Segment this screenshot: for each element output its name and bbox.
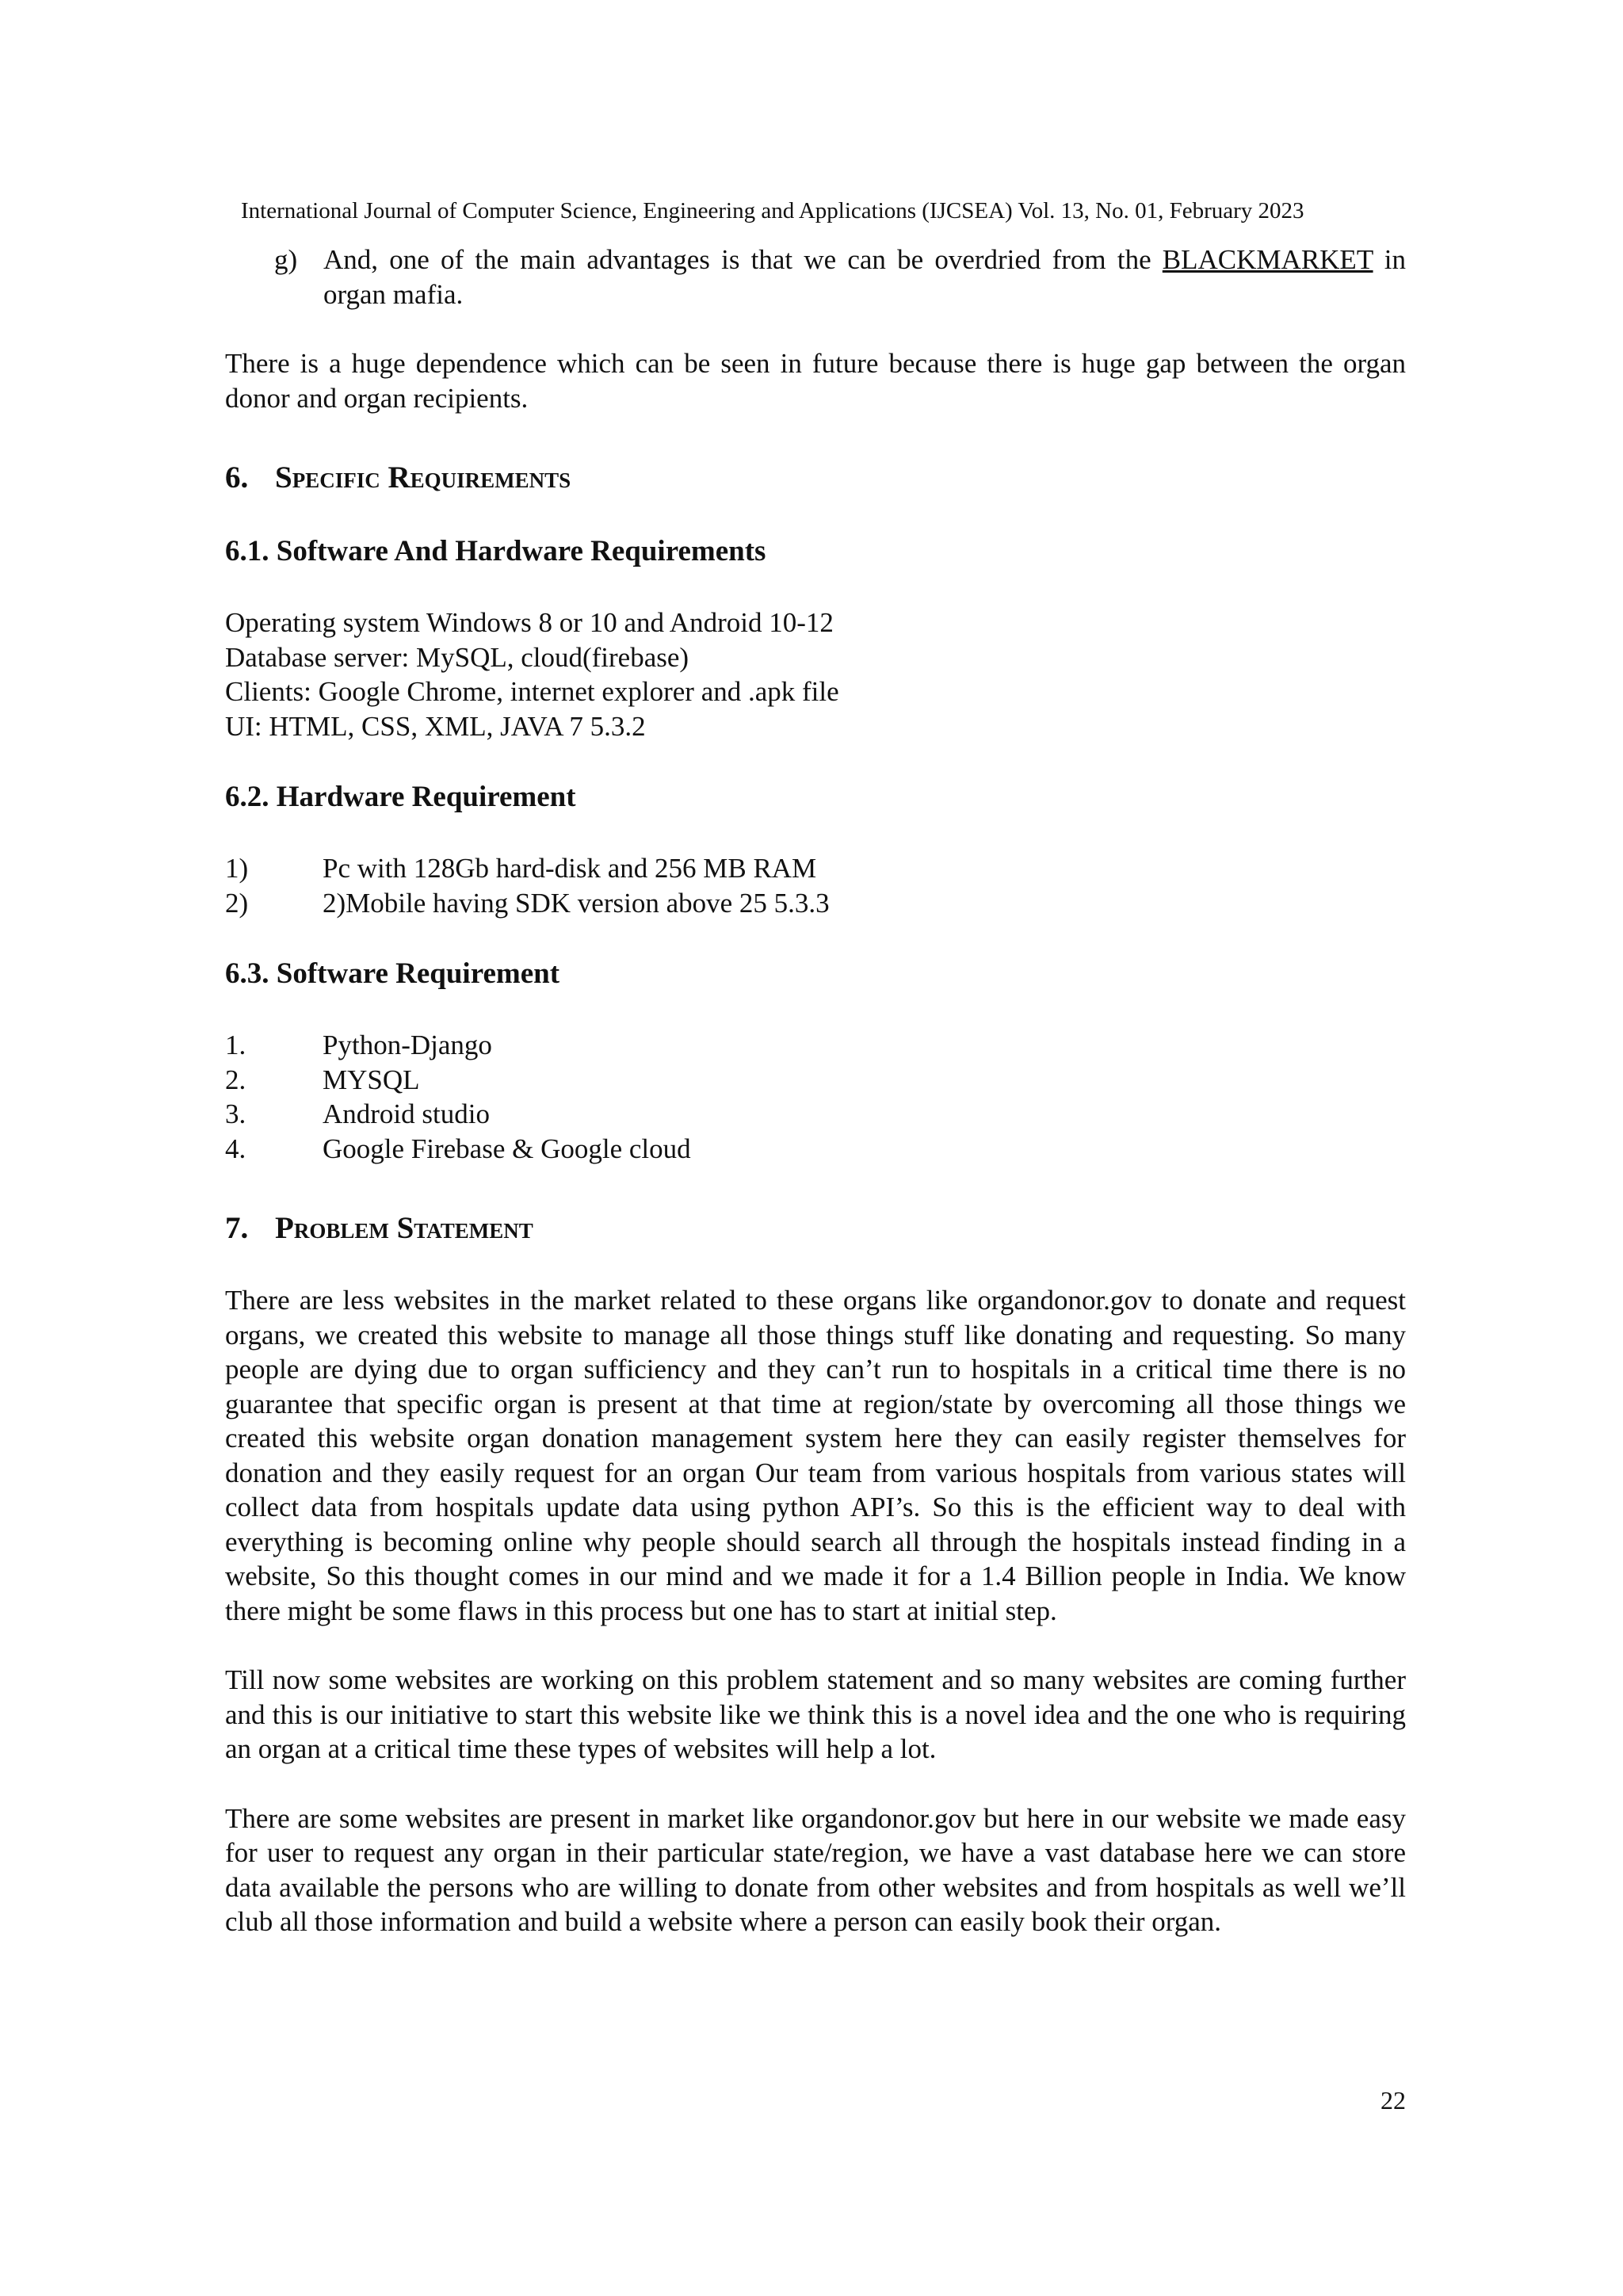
list-text: Google Firebase & Google cloud bbox=[323, 1133, 691, 1164]
list-number: 2) bbox=[225, 887, 249, 919]
list-number: 2. bbox=[225, 1064, 246, 1095]
section-number: 7. bbox=[225, 1211, 249, 1245]
list-text: Pc with 128Gb hard-disk and 256 MB RAM bbox=[323, 853, 817, 884]
list-number: 1) bbox=[225, 853, 249, 884]
subsection-heading-6-1: 6.1. Software And Hardware Requirements bbox=[225, 535, 766, 567]
requirement-line: Operating system Windows 8 or 10 and Android 10-12 bbox=[225, 607, 834, 638]
subsection-heading-6-3: 6.3. Software Requirement bbox=[225, 957, 560, 990]
list-item-text-before: And, one of the main advantages is that we can be overdried from the bbox=[323, 244, 1163, 275]
list-item bbox=[225, 1097, 1406, 1132]
list-text: 2)Mobile having SDK version above 25 5.3.3 bbox=[323, 887, 830, 919]
list-item bbox=[225, 1063, 1406, 1098]
list-number: 1. bbox=[225, 1030, 246, 1060]
requirements-lines bbox=[225, 606, 1406, 743]
software-list bbox=[225, 1028, 1406, 1166]
list-item bbox=[225, 1028, 1406, 1063]
page-content bbox=[225, 243, 1406, 1939]
running-header: International Journal of Computer Science, Engineering and Applications (IJCSEA) Vol. 13, No. 01, February 2023 bbox=[241, 198, 1304, 223]
requirement-line: Clients: Google Chrome, internet explorer and .apk file bbox=[225, 676, 839, 707]
list-item bbox=[225, 1132, 1406, 1167]
list-item-text bbox=[323, 243, 1406, 311]
requirement-line: UI: HTML, CSS, XML, JAVA 7 5.3.2 bbox=[225, 710, 646, 742]
list-item bbox=[225, 851, 1406, 886]
hardware-list bbox=[225, 851, 1406, 920]
list-text: MYSQL bbox=[323, 1064, 420, 1095]
list-item-text-after: in organ mafia. bbox=[323, 244, 1406, 310]
list-number: 3. bbox=[225, 1098, 246, 1129]
section-number: 6. bbox=[225, 460, 249, 495]
list-marker: g) bbox=[274, 244, 298, 275]
requirement-line: Database server: MySQL, cloud(firebase) bbox=[225, 641, 689, 673]
body-paragraph: There are some websites are present in market like organdonor.gov but here in our website we made easy for user to request any organ in their particular state/region, we have a vast database here we can store data available the persons who are willing to donate from other websites and from hospitals as well we’ll club all those information and build a website where a person can easily book their organ. bbox=[225, 1802, 1406, 1937]
list-text: Android studio bbox=[323, 1098, 490, 1129]
body-paragraph: There are less websites in the market related to these organs like organdonor.gov to donate and request organs, we created this website to manage all those things stuff like donating and requesting. So many people are dying due to organ sufficiency and they can’t run to hospitals in a critical time there is no guarantee that specific organ is present at that time at region/state by overcoming all those things we created this website organ donation management system here they can easily register themselves for donation and they easily request for an organ Our team from various hospitals from various states will collect data from hospitals update data using python API’s. So this is the efficient way to deal with everything is becoming online why people should search all through the hospitals instead finding in a website, So this thought comes in our mind and we made it for a 1.4 Billion people in India. We know there might be some flaws in this process but one has to start at initial step. bbox=[225, 1285, 1406, 1626]
body-paragraph: Till now some websites are working on this problem statement and so many websites are coming further and this is our initiative to start this website like we think this is a novel idea and the one who is requiring an organ at a critical time these types of websites will help a lot. bbox=[225, 1664, 1406, 1764]
section-title: Specific Requirements bbox=[275, 460, 571, 495]
intro-paragraph: There is a huge dependence which can be seen in future because there is huge gap between the organ donor and organ recipients. bbox=[225, 348, 1406, 414]
list-number: 4. bbox=[225, 1133, 246, 1164]
subsection-heading-6-2: 6.2. Hardware Requirement bbox=[225, 781, 576, 813]
underlined-term: BLACKMARKET bbox=[1162, 244, 1373, 275]
section-heading-6 bbox=[225, 458, 1406, 498]
section-title: Problem Statement bbox=[275, 1211, 533, 1245]
list-text: Python-Django bbox=[323, 1030, 492, 1060]
list-item bbox=[225, 886, 1406, 921]
page-number: 22 bbox=[1381, 2086, 1406, 2115]
list-item-g bbox=[274, 243, 1406, 311]
section-heading-7 bbox=[225, 1209, 1406, 1248]
